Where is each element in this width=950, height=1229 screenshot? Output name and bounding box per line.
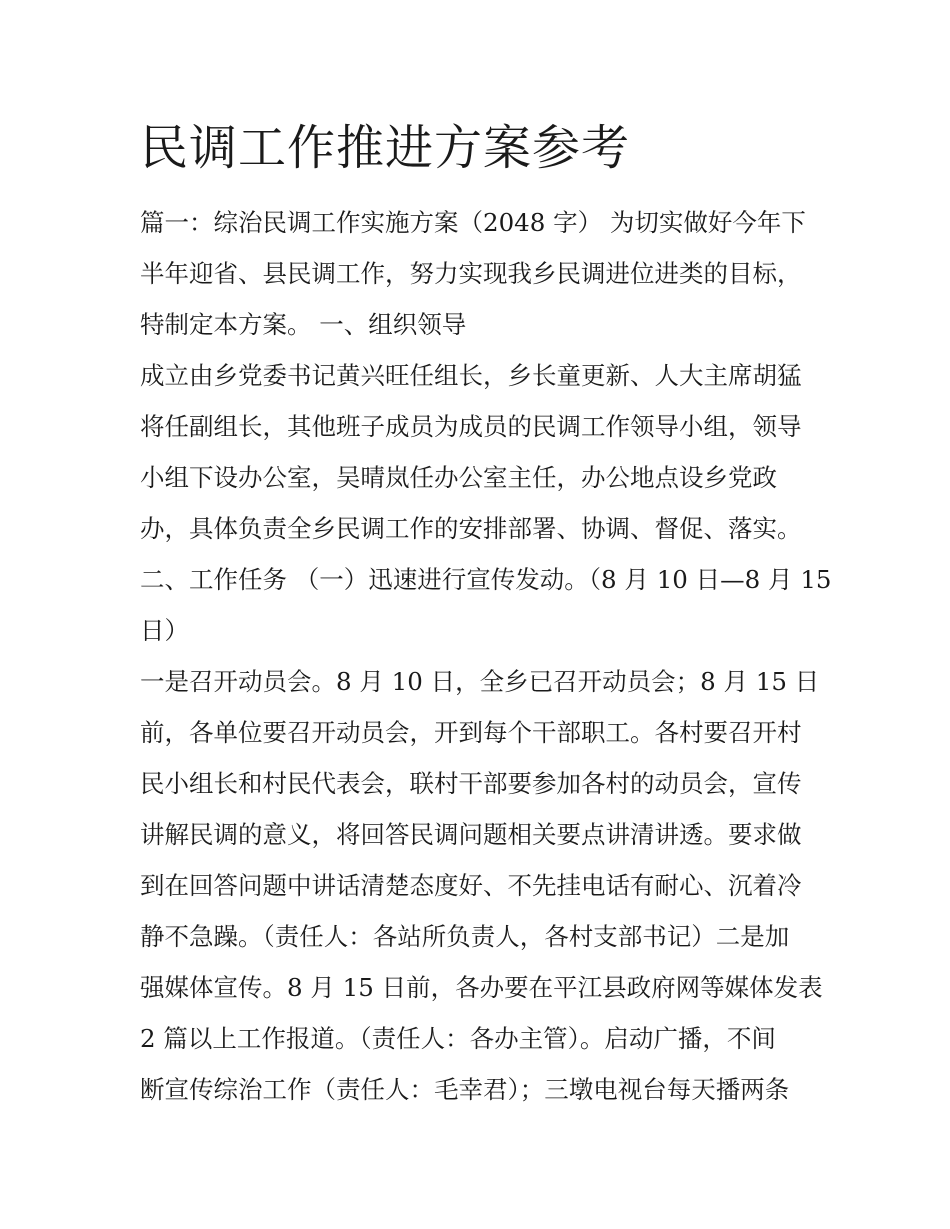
paragraph-line-5: 将任副组长，其他班子成员为成员的民调工作领导小组，领导 xyxy=(140,412,802,441)
paragraph-line-3: 特制定本方案。 一、组织领导 xyxy=(140,310,467,339)
paragraph-line-1: 篇一：综治民调工作实施方案（2048 字） 为切实做好今年下 xyxy=(140,208,806,237)
paragraph-line-13: 讲解民调的意义，将回答民调问题相关要点讲清讲透。要求做 xyxy=(140,820,802,849)
paragraph-line-14: 到在回答问题中讲话清楚态度好、不先挂电话有耐心、沉着冷 xyxy=(140,871,802,900)
paragraph-line-6: 小组下设办公室，吴晴岚任办公室主任，办公地点设乡党政 xyxy=(140,463,777,492)
paragraph-line-18: 断宣传综治工作（责任人：毛幸君）；三墩电视台每天播两条 xyxy=(140,1075,790,1104)
paragraph-line-2: 半年迎省、县民调工作，努力实现我乡民调进位进类的目标， xyxy=(140,259,802,288)
paragraph-line-12: 民小组长和村民代表会，联村干部要参加各村的动员会，宣传 xyxy=(140,769,802,798)
paragraph-line-9: 日） xyxy=(140,616,189,645)
paragraph-line-11: 前，各单位要召开动员会，开到每个干部职工。各村要召开村 xyxy=(140,718,802,747)
paragraph-line-10: 一是召开动员会。8 月 10 日，全乡已召开动员会；8 月 15 日 xyxy=(140,667,820,696)
paragraph-line-4: 成立由乡党委书记黄兴旺任组长，乡长童更新、人大主席胡猛 xyxy=(140,361,802,390)
paragraph-line-15: 静不急躁。（责任人：各站所负责人，各村支部书记）二是加 xyxy=(140,922,790,951)
paragraph-line-17: 2 篇以上工作报道。（责任人：各办主管）。启动广播，不间 xyxy=(140,1024,776,1053)
document-title: 民调工作推进方案参考 xyxy=(140,120,631,176)
paragraph-line-7: 办，具体负责全乡民调工作的安排部署、协调、督促、落实。 xyxy=(140,514,802,543)
paragraph-line-8: 二、工作任务 （一）迅速进行宣传发动。（8 月 10 日—8 月 15 xyxy=(140,565,832,594)
paragraph-line-16: 强媒体宣传。8 月 15 日前，各办要在平江县政府网等媒体发表 xyxy=(140,973,823,1002)
